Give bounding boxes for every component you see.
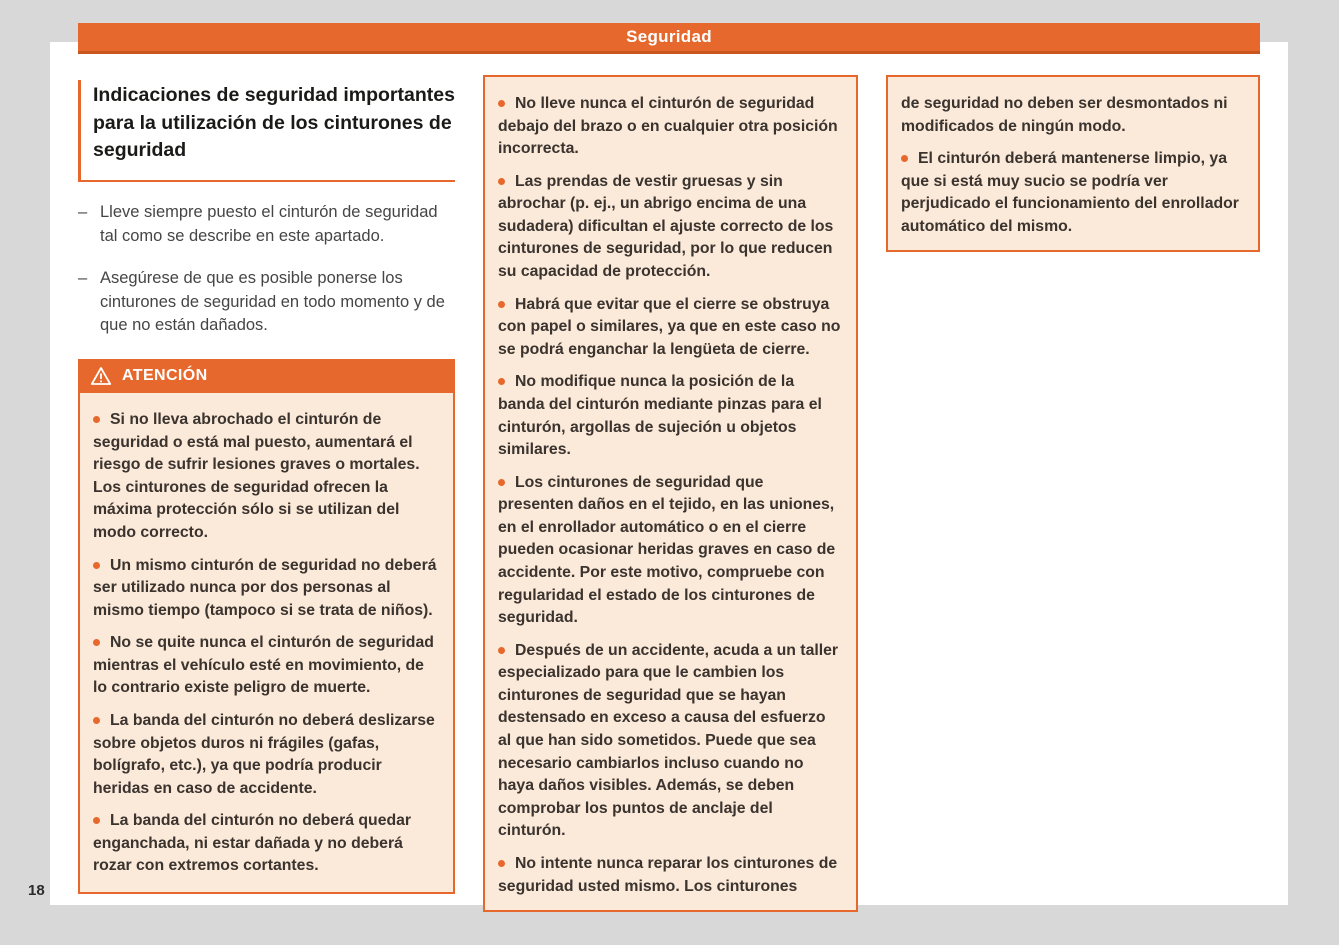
- dash-marker: –: [78, 203, 88, 222]
- bullet-icon: [498, 378, 505, 385]
- attention-box-title: ATENCIÓN: [122, 367, 208, 385]
- bullet-icon: [93, 717, 100, 724]
- attention-box: [78, 359, 455, 894]
- warning-item: [498, 93, 843, 161]
- warning-item-text: No lleve nunca el cinturón de seguridad debajo del brazo o en cualquier otra posición incorrecta.: [498, 95, 838, 158]
- attention-box-body: [78, 393, 455, 894]
- warning-item: [93, 632, 440, 700]
- bullet-icon: [93, 817, 100, 824]
- warning-item: [93, 409, 440, 544]
- warning-item-text: Las prendas de vestir gruesas y sin abrochar (p. ej., un abrigo encima de una sudadera) dificultan el ajuste correcto de los cinturones de seguridad, por lo que reducen su capacidad de protección.: [498, 172, 834, 281]
- warning-item-text: No intente nunca reparar los cinturones de seguridad usted mismo. Los cinturones: [498, 854, 838, 895]
- bullet-icon: [93, 416, 100, 423]
- warning-item: [498, 171, 843, 284]
- page-number: 18: [28, 882, 45, 899]
- attention-box-continued: [886, 75, 1260, 252]
- warning-item-text: No modifique nunca la posición de la banda del cinturón mediante pinzas para el cinturón, argollas de sujeción u objetos similares.: [498, 373, 822, 459]
- chapter-title: Seguridad: [626, 27, 712, 46]
- warning-item-text: Habrá que evitar que el cierre se obstruya con papel o similares, ya que en este caso no se podrá enganchar la lengüeta de cierre.: [498, 295, 841, 358]
- bullet-icon: [498, 178, 505, 185]
- warning-item: [498, 294, 843, 362]
- warning-item-text: Si no lleva abrochado el cinturón de seguridad o está mal puesto, aumentará el riesgo de sufrir lesiones graves o mortales. Los cinturones de seguridad ofrecen la máxima protección sólo si se utilizan del modo correcto.: [93, 411, 420, 541]
- right-column: [886, 75, 1260, 252]
- list-item-text: Lleve siempre puesto el cinturón de seguridad tal como se describe en este apartado.: [100, 203, 438, 245]
- warning-item-text: La banda del cinturón no deberá quedar enganchada, ni estar dañada y no deberá rozar con extremos cortantes.: [93, 812, 412, 875]
- left-column: [78, 80, 455, 894]
- warning-item: [93, 710, 440, 800]
- warning-item-text: Un mismo cinturón de seguridad no deberá ser utilizado nunca por dos personas al mismo tiempo (tampoco si se trata de niños).: [93, 556, 437, 619]
- warning-item-text: Los cinturones de seguridad que presenten daños en el tejido, en las uniones, en el enrollador automático o en el cierre pueden ocasionar heridas graves en caso de accidente. Por este motivo, compruebe con regularidad el estado de los cinturones de seguridad.: [498, 473, 836, 627]
- warning-item-text: No se quite nunca el cinturón de seguridad mientras el vehículo esté en movimiento, de lo contrario existe peligro de muerte.: [93, 634, 434, 697]
- warning-item-text: Después de un accidente, acuda a un taller especializado para que le cambien los cinturones de seguridad que se hayan destensado en exceso a causa del esfuerzo al que han sido sometidos. Puede que sea necesario cambiarlos incluso cuando no haya daños visibles. Además, se deben comprobar los puntos de anclaje del cinturón.: [498, 641, 839, 840]
- list-item: [78, 201, 455, 248]
- warning-item: [93, 555, 440, 623]
- bullet-icon: [498, 647, 505, 654]
- attention-box-continued: [483, 75, 858, 912]
- bullet-icon: [498, 860, 505, 867]
- section-heading: Indicaciones de seguridad importantes para la utilización de los cinturones de seguridad: [93, 84, 455, 162]
- manual-page: [50, 27, 1288, 905]
- section-heading-block: [78, 80, 455, 182]
- bullet-icon: [93, 562, 100, 569]
- warning-item-text: de seguridad no deben ser desmontados ni modificados de ningún modo.: [901, 95, 1228, 135]
- chapter-header-bar: [78, 23, 1260, 54]
- bullet-icon: [498, 100, 505, 107]
- warning-item: [498, 371, 843, 461]
- dash-marker: –: [78, 269, 88, 288]
- warning-item-text: La banda del cinturón no deberá deslizarse sobre objetos duros ni frágiles (gafas, bolígrafo, etc.), ya que podría producir heridas en caso de accidente.: [93, 711, 435, 797]
- warning-item-continuation: [901, 93, 1245, 138]
- bullet-icon: [498, 301, 505, 308]
- list-item-text: Asegúrese de que es posible ponerse los cinturones de seguridad en todo momento y de que no están dañados.: [100, 269, 445, 335]
- warning-item: [901, 148, 1245, 238]
- bullet-icon: [498, 479, 505, 486]
- bullet-icon: [901, 155, 908, 162]
- bullet-icon: [93, 639, 100, 646]
- warning-item-text: El cinturón deberá mantenerse limpio, ya que si está muy sucio se podría ver perjudicado el funcionamiento del enrollador automático del mismo.: [901, 150, 1239, 235]
- warning-item: [498, 472, 843, 630]
- list-item: [78, 267, 455, 338]
- warning-item: [498, 640, 843, 843]
- warning-item: [498, 853, 843, 898]
- warning-item: [93, 810, 440, 878]
- attention-box-header: [78, 359, 455, 393]
- warning-triangle-icon: [90, 366, 112, 386]
- middle-column: [483, 75, 858, 912]
